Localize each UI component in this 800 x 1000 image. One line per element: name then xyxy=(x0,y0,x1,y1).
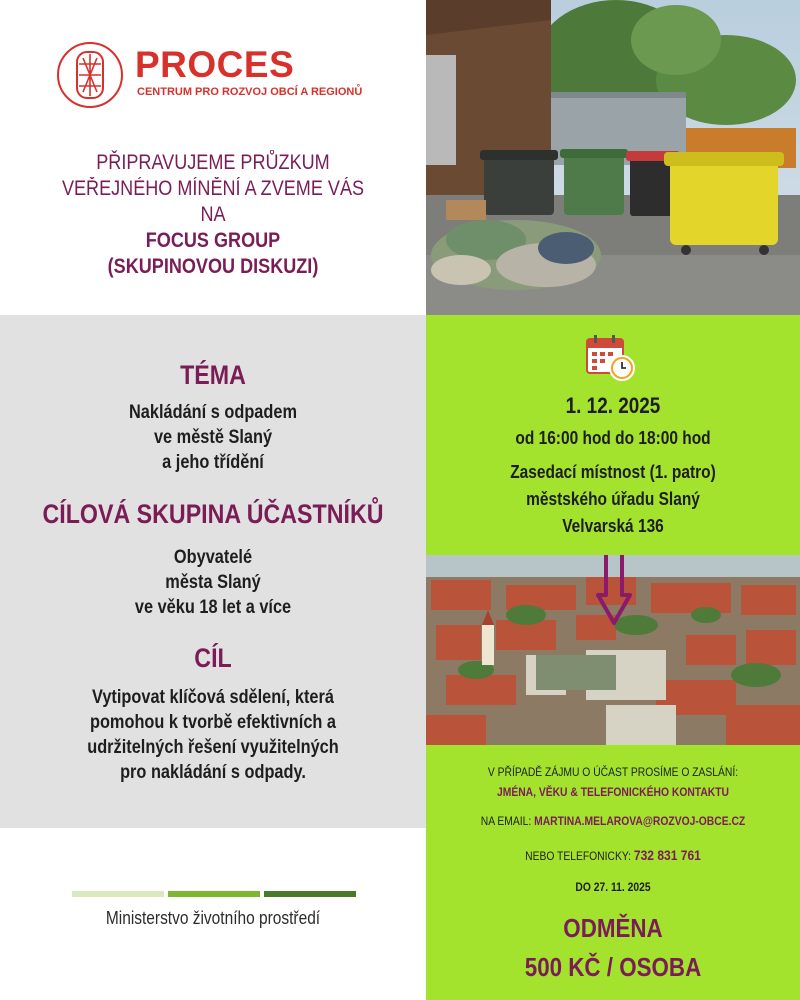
reward-label: ODMĚNA xyxy=(563,913,663,943)
email-label: NA EMAIL: xyxy=(480,814,532,828)
reward-amount: 500 KČ / OSOBA xyxy=(524,952,702,982)
photo-waste-bins xyxy=(426,0,800,315)
topic-line-2: ve městě Slaný xyxy=(153,427,273,448)
target-line-2: města Slaný xyxy=(165,572,261,593)
contact-phone-row xyxy=(426,847,800,863)
topic-heading: TÉMA xyxy=(180,360,246,390)
logo-name: PROCES xyxy=(135,44,295,85)
goal-heading: CÍL xyxy=(194,643,232,673)
ministry-name: Ministerstvo životního prostředí xyxy=(105,908,321,928)
event-place xyxy=(426,459,800,540)
target-heading: CÍLOVÁ SKUPINA ÚČASTNÍKŮ xyxy=(42,499,384,529)
intro-line-2: VEŘEJNÉHO MÍNĚNÍ A ZVEME VÁS NA xyxy=(61,177,365,226)
goal-line-3: udržitelných řešení využitelných xyxy=(87,737,339,758)
footer-bar-light xyxy=(72,891,164,897)
topic-line-3: a jeho třídění xyxy=(162,452,264,473)
target-line-1: Obyvatelé xyxy=(173,547,253,568)
photo-aerial-town xyxy=(426,555,800,745)
event-address: Velvarská 136 xyxy=(562,516,664,536)
goal-line-1: Vytipovat klíčová sdělení, která xyxy=(92,687,334,708)
target-text xyxy=(20,545,406,620)
target-line-3: ve věku 18 let a více xyxy=(134,597,292,618)
email-link[interactable]: MARTINA.MELAROVA@ROZVOJ-OBCE.CZ xyxy=(534,814,746,828)
event-place-line-2: městského úřadu Slaný xyxy=(526,489,700,509)
intro-text xyxy=(20,150,406,280)
event-place-line-1: Zasedací místnost (1. patro) xyxy=(510,462,716,482)
calendar-clock-icon xyxy=(585,334,637,382)
intro-line-1: PŘIPRAVUJEME PRŮZKUM xyxy=(96,151,330,174)
arrow-down-icon xyxy=(596,555,632,627)
contact-email-row xyxy=(426,814,800,828)
footer-bar-mid xyxy=(168,891,260,897)
topic-text xyxy=(20,400,406,475)
intro-line-3: FOCUS GROUP xyxy=(145,229,281,252)
contact-deadline: DO 27. 11. 2025 xyxy=(575,880,651,894)
intro-line-4: (SKUPINOVOU DISKUZI) xyxy=(107,255,319,278)
phone-label: NEBO TELEFONICKY: xyxy=(525,849,632,863)
topic-line-1: Nakládání s odpadem xyxy=(129,402,297,423)
event-time: od 16:00 hod do 18:00 hod xyxy=(515,428,711,448)
footer-bar-dark xyxy=(264,891,356,897)
event-date: 1. 12. 2025 xyxy=(565,393,661,418)
goal-text xyxy=(20,685,406,785)
goal-line-4: pro nakládání s odpady. xyxy=(120,762,306,783)
logo-subtitle: CENTRUM PRO ROZVOJ OBCÍ A REGIONŮ xyxy=(137,86,363,98)
proces-logo-icon xyxy=(55,40,125,110)
contact-line-2: JMÉNA, VĚKU & TELEFONICKÉHO KONTAKTU xyxy=(496,785,730,799)
goal-line-2: pomohou k tvorbě efektivních a xyxy=(89,712,337,733)
phone-number[interactable]: 732 831 761 xyxy=(633,847,701,863)
contact-line-1: V PŘÍPADĚ ZÁJMU O ÚČAST PROSÍME O ZASLÁNÍ: xyxy=(487,765,739,779)
proces-logo xyxy=(55,40,395,110)
